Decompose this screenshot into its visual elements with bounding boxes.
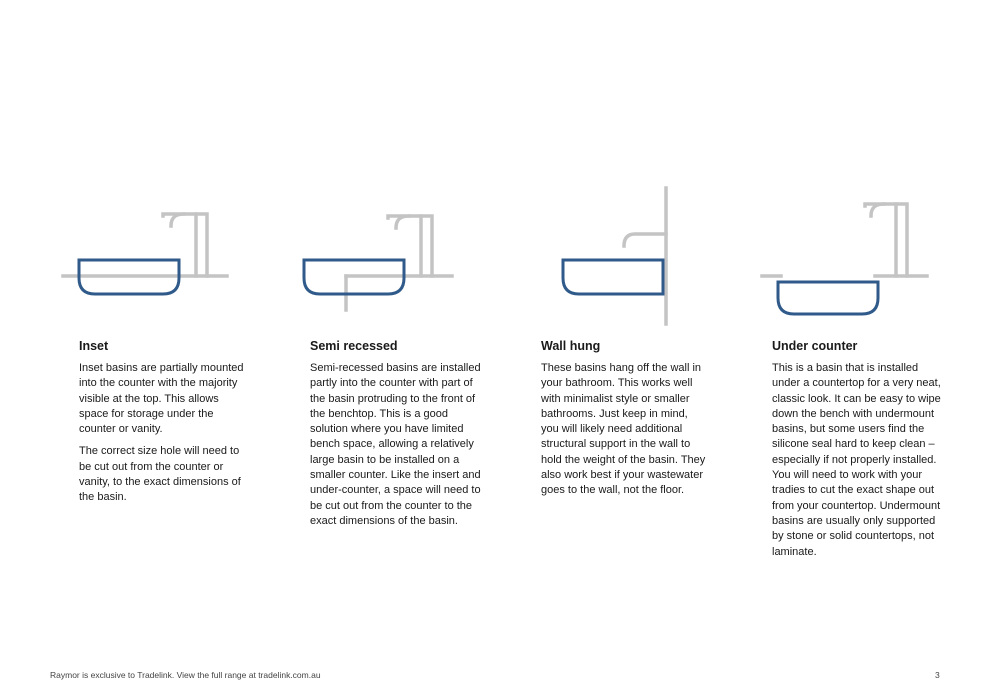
paragraph: Inset basins are partially mounted into the counter with the majority visible at the top. This allows space for storage under the counter or vanity. [79,362,244,436]
semi-recessed-basin-illustration [280,180,480,330]
page-number: 3 [935,670,940,680]
paragraph: These basins hang off the wall in your bathroom. This works well with minimalist style or smaller bathrooms. Just keep in mind, you will likely need additional structural support in the wall to hold the weight of the basin. They also work best if your wastewater goes to the wall, not the floor. [541,362,706,497]
section-title-under-counter: Under counter [772,339,858,353]
paragraph: Semi-recessed basins are installed partly into the counter with part of the basin protruding to the front of the benchtop. This is a good solution where you have limited bench space, allowing a relatively large basin to be installed on a smaller counter. Like the insert and under-counter, a space will need to be cut out from the counter to the exact dimensions of the basin. [310,362,481,527]
section-body-wall-hung [541,361,707,506]
section-body-under-counter [772,361,946,567]
inset-basin-illustration [55,180,255,330]
section-body-inset [79,361,251,513]
paragraph: The correct size hole will need to be cut out from the counter or vanity, to the exact dimensions of the basin. [79,445,241,504]
section-title-wall-hung: Wall hung [541,339,601,353]
section-body-semi-recessed [310,361,482,536]
footer-note: Raymor is exclusive to Tradelink. View the full range at tradelink.com.au [50,670,321,680]
under-counter-basin-illustration [755,180,955,330]
section-title-semi-recessed: Semi recessed [310,339,398,353]
section-title-inset: Inset [79,339,109,353]
paragraph: This is a basin that is installed under a countertop for a very neat, classic look. It can be easy to wipe down the bench with undermount basins, but some users find the silicone seal hard to keep clean – especially if not properly installed. You will need to work with your tradies to cut the exact shape out from your countertop. Undermount basins are usually only supported by stone or solid countertops, not laminate. [772,362,941,558]
wall-hung-basin-illustration [540,180,740,330]
